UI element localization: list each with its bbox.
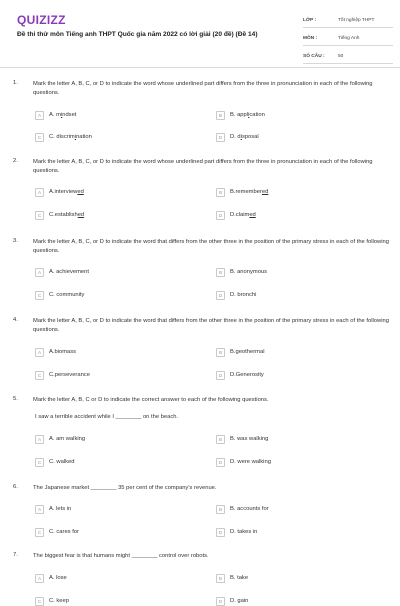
meta-value: Tiếng Anh — [338, 36, 360, 41]
option-text-pre: B. take — [230, 575, 249, 581]
option-text-pre: A.interview — [49, 189, 78, 195]
option-text-post: ndset — [62, 112, 77, 118]
option-text-underlined: i — [240, 134, 242, 140]
question-text: Mark the letter A, B, C, or D to indicate the word that differs from the other three in the position of the primary stress in each of the following questions. — [33, 239, 389, 254]
option-text-pre: D. d — [230, 134, 241, 140]
option-letter-box: C — [35, 211, 44, 220]
page-header — [0, 0, 400, 66]
option-text — [49, 112, 76, 118]
option-text-pre: B. accounts for — [230, 506, 269, 512]
answer-option-a[interactable] — [35, 347, 76, 357]
option-text-pre: A. achievement — [49, 269, 89, 275]
option-text-pre: A. lets in — [49, 506, 72, 512]
option-letter-box: D — [216, 458, 225, 467]
question-text: Mark the letter A, B, C, or D to indicate the word whose underlined part differs from the three in pronunciation in each of the following questions. — [33, 159, 373, 174]
option-text — [230, 436, 268, 442]
option-letter-box: A — [35, 348, 44, 357]
option-letter-box: A — [35, 574, 44, 583]
meta-label: LỚP : — [303, 18, 317, 23]
option-text — [230, 506, 269, 512]
meta-row-class — [303, 14, 393, 28]
option-letter-box: A — [35, 111, 44, 120]
option-text — [49, 134, 92, 140]
option-letter-box: C — [35, 133, 44, 142]
option-text-underlined: ed — [261, 189, 269, 195]
option-text-pre: A. m — [49, 112, 61, 118]
answer-option-c[interactable] — [35, 527, 79, 537]
option-text-underlined: ed — [249, 212, 256, 218]
question-number: 3. — [13, 238, 18, 244]
question-number: 4. — [13, 317, 18, 323]
answer-option-a[interactable] — [35, 187, 84, 197]
answer-option-c[interactable] — [35, 210, 84, 220]
option-letter-box: C — [35, 458, 44, 467]
question-text: The biggest fear is that humans might ________ control over robots. — [33, 553, 209, 559]
answer-option-c[interactable] — [35, 596, 69, 606]
meta-label: MÔN : — [303, 36, 318, 41]
answer-option-d[interactable] — [216, 210, 256, 220]
option-letter-box: B — [216, 435, 225, 444]
question-text: Mark the letter A, B, C or D to indicate the correct answer to each of the following questions. — [33, 397, 269, 403]
answer-option-b[interactable] — [216, 434, 268, 444]
option-text — [230, 575, 248, 581]
option-text-underlined: i — [74, 134, 77, 140]
option-text-pre: C. walked — [49, 459, 75, 465]
option-text-pre: D. were walking — [230, 459, 271, 465]
answer-option-a[interactable] — [35, 434, 85, 444]
option-text — [230, 459, 271, 465]
option-text — [49, 529, 79, 535]
question-number: 2. — [13, 158, 18, 164]
answer-option-b[interactable] — [216, 187, 268, 197]
meta-label: SỐ CÂU : — [303, 54, 325, 59]
option-letter-box: B — [216, 348, 225, 357]
option-letter-box: D — [216, 133, 225, 142]
document-meta — [303, 14, 393, 68]
option-text-pre: D.claim — [230, 212, 250, 218]
option-text — [230, 598, 248, 604]
option-text — [49, 575, 67, 581]
option-text — [49, 189, 84, 195]
answer-option-d[interactable] — [216, 596, 248, 606]
option-text — [230, 269, 267, 275]
answer-option-b[interactable] — [216, 573, 248, 583]
option-text — [49, 372, 90, 378]
question-number: 5. — [13, 396, 18, 402]
header-divider — [0, 67, 400, 68]
option-letter-box: A — [35, 188, 44, 197]
meta-row-subject — [303, 32, 393, 46]
option-text-pre: A. lose — [49, 575, 67, 581]
answer-option-a[interactable] — [35, 267, 89, 277]
option-letter-box: D — [216, 291, 225, 300]
option-text — [230, 529, 257, 535]
meta-value: 50 — [338, 54, 344, 59]
option-letter-box: C — [35, 528, 44, 537]
answer-option-d[interactable] — [216, 370, 264, 380]
option-text-post: nation — [76, 134, 92, 140]
option-letter-box: A — [35, 435, 44, 444]
option-text-pre: A. am walking — [49, 436, 86, 442]
quizizz-logo[interactable]: QUIZIZZ — [17, 13, 66, 27]
option-text-pre: B. anonymous — [230, 269, 268, 275]
option-text — [49, 436, 85, 442]
option-text — [230, 134, 259, 140]
option-letter-box: B — [216, 111, 225, 120]
option-text — [49, 212, 84, 218]
question-number: 7. — [13, 552, 18, 558]
option-letter-box: D — [216, 371, 225, 380]
answer-option-d[interactable] — [216, 457, 271, 467]
question-text: Mark the letter A, B, C, or D to indicate the word that differs from the other three in the position of the primary stress in each of the following questions. — [33, 318, 389, 333]
option-text-underlined: i — [248, 112, 250, 118]
answer-option-a[interactable] — [35, 504, 71, 514]
option-text-pre: D. gain — [230, 598, 249, 604]
option-text-pre: D.Generosity — [230, 372, 264, 378]
answer-option-c[interactable] — [35, 132, 92, 142]
answer-option-b[interactable] — [216, 347, 264, 357]
option-text-underlined: ed — [77, 212, 85, 218]
option-letter-box: D — [216, 597, 225, 606]
option-letter-box: A — [35, 505, 44, 514]
option-letter-box: D — [216, 211, 225, 220]
option-letter-box: B — [216, 188, 225, 197]
option-text — [49, 598, 69, 604]
question-sentence: I saw a terrible accident while I ________ on the beach. — [35, 414, 179, 420]
option-text — [230, 372, 264, 378]
option-letter-box: D — [216, 528, 225, 537]
option-text-pre: C. keep — [49, 598, 69, 604]
option-text-underlined: ed — [77, 189, 84, 195]
question-number: 1. — [13, 80, 18, 86]
option-letter-box: B — [216, 505, 225, 514]
option-text — [49, 269, 89, 275]
option-letter-box: A — [35, 268, 44, 277]
option-text-pre: C. community — [49, 292, 85, 298]
answer-option-b[interactable] — [216, 504, 269, 514]
option-text-post: sposal — [241, 134, 259, 140]
option-text-post: cation — [249, 112, 265, 118]
answer-option-c[interactable] — [35, 370, 90, 380]
meta-row-question-count — [303, 50, 393, 64]
answer-option-b[interactable] — [216, 110, 265, 120]
option-text — [230, 292, 256, 298]
option-letter-box: C — [35, 597, 44, 606]
option-text-pre: C. cares for — [49, 529, 79, 535]
answer-option-d[interactable] — [216, 290, 256, 300]
option-text-pre: C. discrim — [49, 134, 75, 140]
meta-value: Tốt nghiệp THPT — [338, 18, 375, 23]
option-text — [49, 506, 71, 512]
option-letter-box: C — [35, 291, 44, 300]
answer-option-a[interactable] — [35, 573, 67, 583]
question-text: The Japanese market ________ 35 per cent of the company's revenue. — [33, 485, 217, 491]
question-number: 6. — [13, 484, 18, 490]
option-text — [49, 459, 74, 465]
option-letter-box: C — [35, 371, 44, 380]
option-text — [230, 112, 265, 118]
option-text — [230, 189, 268, 195]
answer-option-c[interactable] — [35, 457, 74, 467]
option-text-pre: D. bronchi — [230, 292, 257, 298]
option-text — [230, 349, 264, 355]
answer-option-d[interactable] — [216, 132, 259, 142]
answer-option-d[interactable] — [216, 527, 257, 537]
option-text — [49, 349, 76, 355]
option-text-underlined: i — [60, 112, 63, 118]
answer-option-a[interactable] — [35, 110, 76, 120]
option-text-pre: B.geothermal — [230, 349, 265, 355]
option-text-pre: C.perseverance — [49, 372, 90, 378]
option-text-pre: B.remember — [230, 189, 262, 195]
answer-option-b[interactable] — [216, 267, 267, 277]
option-text — [49, 292, 84, 298]
option-text-pre: A.biomass — [49, 349, 77, 355]
question-text: Mark the letter A, B, C, or D to indicate the word whose underlined part differs from the three in pronunciation in each of the following questions. — [33, 81, 373, 96]
option-letter-box: B — [216, 574, 225, 583]
option-text — [230, 212, 256, 218]
answer-option-c[interactable] — [35, 290, 84, 300]
option-text-pre: D. takes in — [230, 529, 258, 535]
option-text-pre: B. was walking — [230, 436, 269, 442]
document-title: Đề thi thử môn Tiếng anh THPT Quốc gia năm 2022 có lời giải (20 đề) (Đề 14) — [17, 31, 258, 38]
option-text-pre: B. appl — [230, 112, 249, 118]
option-text-pre: C.establish — [49, 212, 78, 218]
option-letter-box: B — [216, 268, 225, 277]
